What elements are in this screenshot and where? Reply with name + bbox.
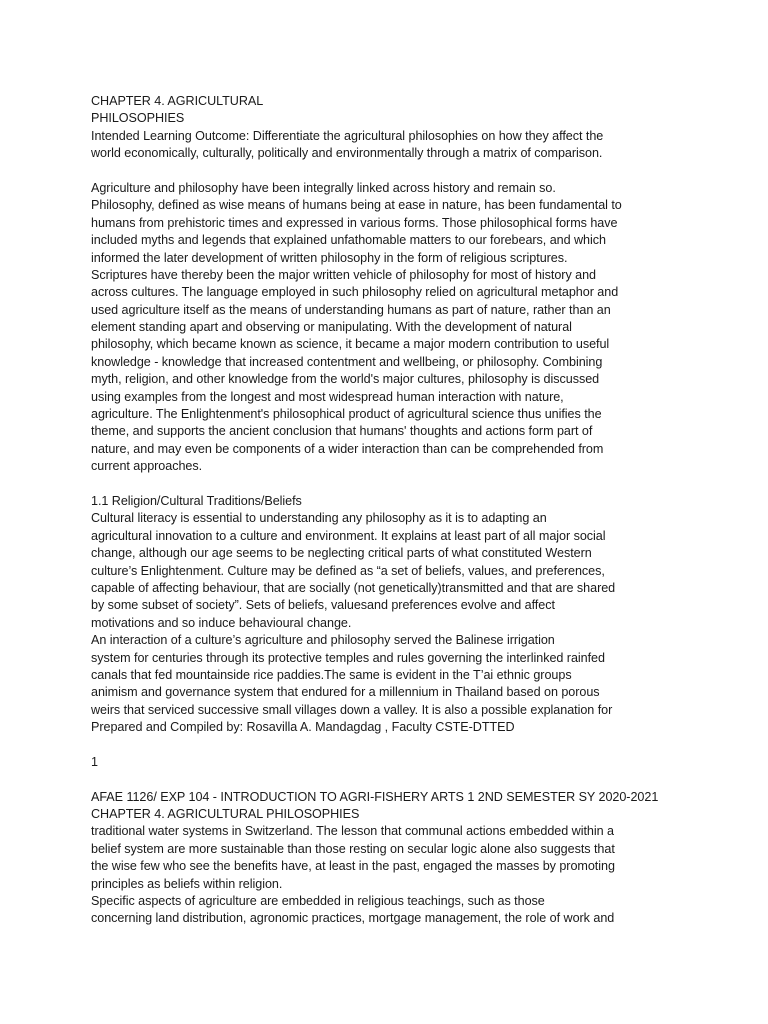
text-line: agriculture. The Enlightenment's philosophical product of agricultural science thus unifies the (91, 407, 602, 422)
text-line: informed the later development of written philosophy in the form of religious scriptures. (91, 250, 568, 265)
text-line: by some subset of society”. Sets of beliefs, valuesand preferences evolve and affect (91, 598, 555, 613)
text-line: Cultural literacy is essential to understanding any philosophy as it is to adapting an (91, 511, 547, 526)
text-line: motivations and so induce behavioural change. (91, 615, 352, 630)
text-line: An interaction of a culture’s agriculture and philosophy served the Balinese irrigation (91, 633, 555, 648)
text-line: belief system are more sustainable than those resting on secular logic alone also suggests that (91, 841, 615, 856)
text-line: animism and governance system that endured for a millennium in Thailand based on porous (91, 685, 600, 700)
text-line: myth, religion, and other knowledge from the world's major cultures, philosophy is discussed (91, 372, 600, 387)
text-line: traditional water systems in Switzerland. The lesson that communal actions embedded within a (91, 824, 614, 839)
text-line: current approaches. (91, 459, 203, 474)
paragraph-gap (91, 736, 741, 753)
text-line: used agriculture itself as the means of understanding humans as part of nature, rather than an (91, 302, 611, 317)
running-header: AFAE 1126/ EXP 104 - INTRODUCTION TO AGRI-FISHERY ARTS 1 2ND SEMESTER SY 2020-2021 (91, 789, 659, 804)
text-line: using examples from the longest and most widespread human interaction with nature, (91, 389, 564, 404)
text-line: the wise few who see the benefits have, at least in the past, engaged the masses by promoting (91, 859, 615, 874)
text-line: element standing apart and observing or manipulating. With the development of natural (91, 320, 572, 335)
text-line: included myths and legends that explained unfathomable matters to our forebears, and which (91, 233, 606, 248)
text-line: culture’s Enlightenment. Culture may be defined as “a set of beliefs, values, and preferences, (91, 563, 605, 578)
text-line: Specific aspects of agriculture are embedded in religious teachings, such as those (91, 893, 545, 908)
chapter-title: CHAPTER 4. AGRICULTURAL (91, 94, 264, 108)
text-line: humans from prehistoric times and expressed in various forms. Those philosophical forms have (91, 215, 618, 230)
learning-outcome (91, 128, 741, 163)
text-line: knowledge - knowledge that increased contentment and wellbeing, or philosophy. Combining (91, 354, 603, 369)
text-line: change, although our age seems to be neglecting critical parts of what constituted Western (91, 546, 592, 561)
running-header-chapter: CHAPTER 4. AGRICULTURAL PHILOSOPHIES (91, 807, 360, 822)
page-number: 1 (91, 754, 98, 769)
section-paragraph (91, 510, 741, 736)
text-line: capable of affecting behaviour, that are socially (not genetically)transmitted and that are shared (91, 580, 616, 595)
text-line: Philosophy, defined as wise means of humans being at ease in nature, has been fundamental to (91, 198, 622, 213)
section-heading: 1.1 Religion/Cultural Traditions/Beliefs (91, 493, 302, 508)
intro-paragraph (91, 180, 741, 476)
text-line: philosophy, which became known as science, it became a major modern contribution to useful (91, 337, 610, 352)
document-body (91, 93, 741, 928)
text-line: Scriptures have thereby been the major written vehicle of philosophy for most of history and (91, 267, 597, 282)
text-line: agricultural innovation to a culture and environment. It explains at least part of all major social (91, 528, 606, 543)
text-line: nature, and may even be components of a wider interaction than can be comprehended from (91, 441, 604, 456)
text-line: Agriculture and philosophy have been integrally linked across history and remain so. (91, 180, 556, 195)
text-line: canals that fed mountainside rice paddies.The same is evident in the T’ai ethnic groups (91, 667, 572, 682)
paragraph-gap (91, 771, 741, 788)
text-line: principles as beliefs within religion. (91, 876, 283, 891)
chapter-title-continued: PHILOSOPHIES (91, 111, 185, 126)
continued-paragraph (91, 823, 741, 927)
paragraph-gap (91, 476, 741, 493)
outcome-line: world economically, culturally, politically and environmentally through a matrix of comparison. (91, 146, 603, 161)
outcome-line: Intended Learning Outcome: Differentiate the agricultural philosophies on how they affect the (91, 128, 604, 143)
text-line: across cultures. The language employed in such philosophy relied on agricultural metaphor and (91, 285, 619, 300)
text-line: concerning land distribution, agronomic practices, mortgage management, the role of work and (91, 911, 615, 926)
text-line: theme, and supports the ancient conclusion that humans' thoughts and actions form part of (91, 424, 593, 439)
paragraph-gap (91, 163, 741, 180)
text-line: system for centuries through its protective temples and rules governing the interlinked rainfed (91, 650, 605, 665)
text-line: Prepared and Compiled by: Rosavilla A. Mandagdag , Faculty CSTE-DTTED (91, 720, 515, 735)
text-line: weirs that serviced successive small villages down a valley. It is also a possible explanation for (91, 702, 613, 717)
